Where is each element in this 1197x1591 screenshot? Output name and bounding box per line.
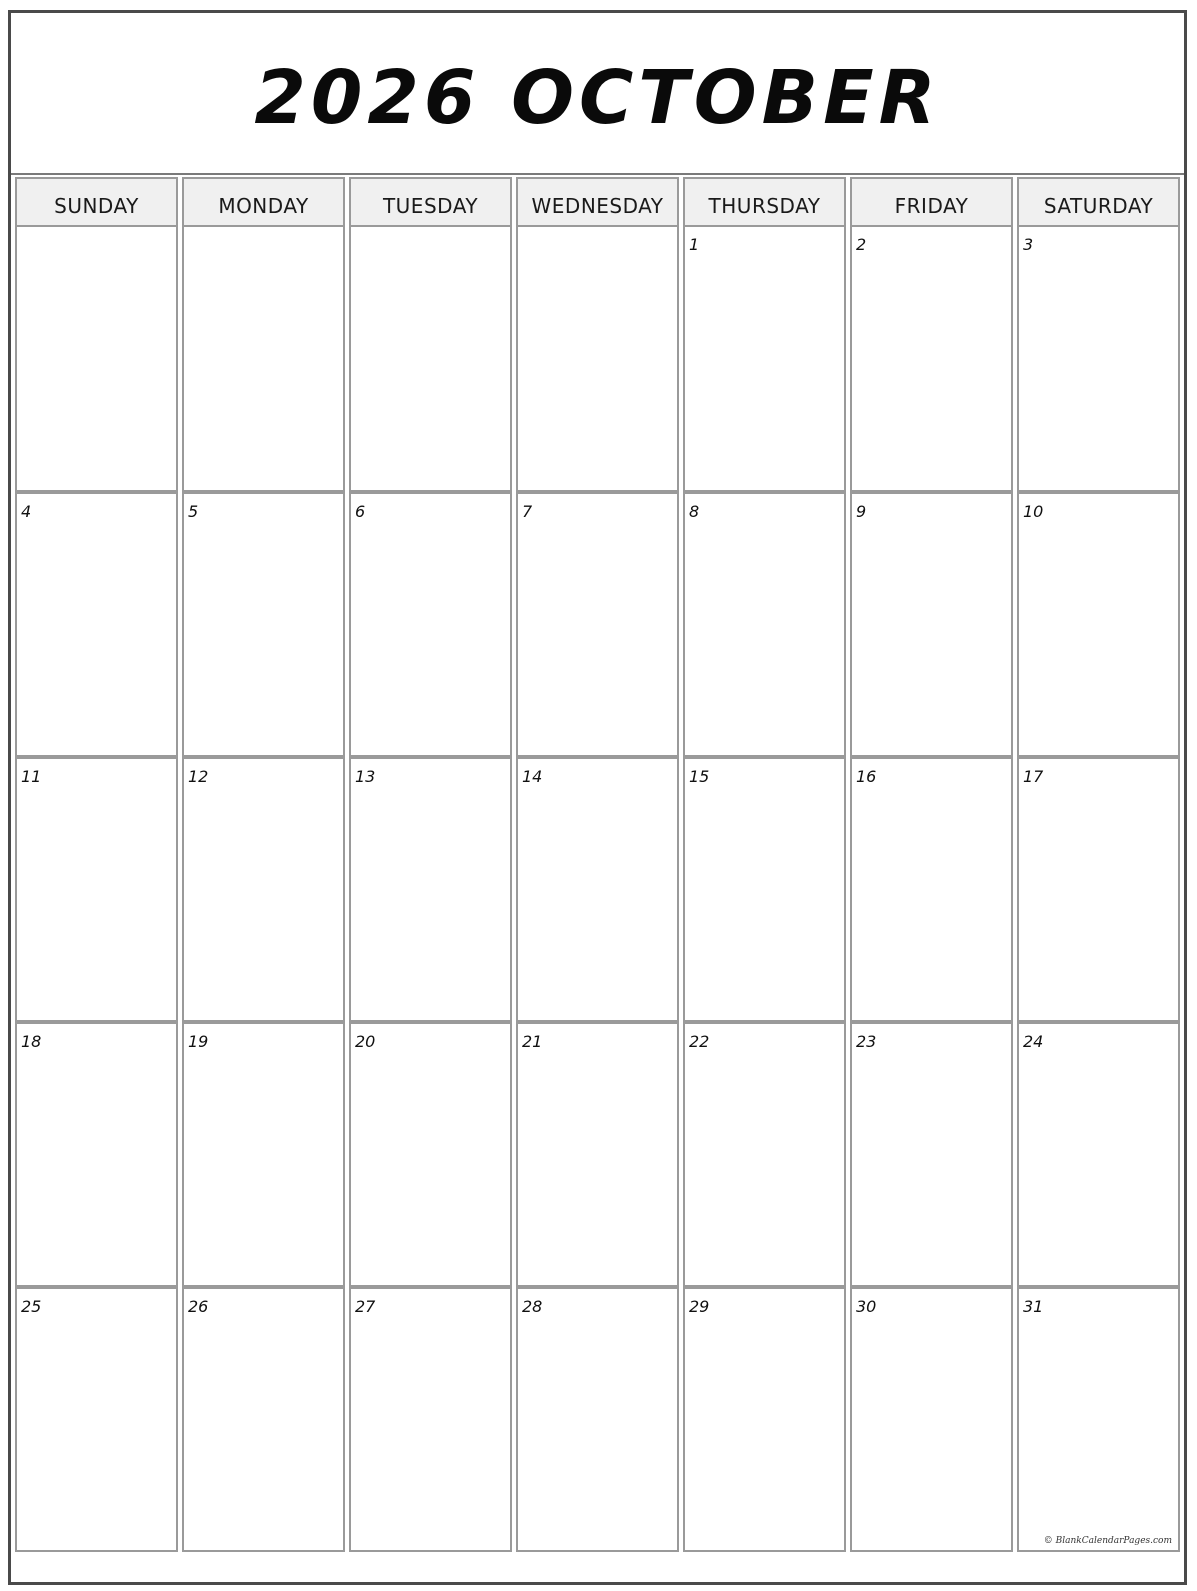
day-number: 25 [21,1297,42,1316]
day-cell[interactable] [349,227,512,492]
day-cell[interactable] [683,1022,846,1287]
calendar-grid [11,177,1184,1552]
day-number: 28 [522,1297,543,1316]
weekday-monday: MONDAY [182,177,345,227]
day-cell[interactable] [683,757,846,1022]
day-cell[interactable] [683,492,846,757]
weekday-header-row [15,177,1180,227]
day-number: 20 [355,1032,376,1051]
day-cell[interactable] [182,1287,345,1552]
day-cell[interactable] [15,492,178,757]
day-number: 31 [1023,1297,1044,1316]
day-number: 19 [188,1032,209,1051]
title-band [11,13,1184,175]
day-cell[interactable] [516,1022,679,1287]
weekday-sunday: SUNDAY [15,177,178,227]
day-cell[interactable] [15,1287,178,1552]
day-cell[interactable] [1017,1287,1180,1552]
day-number: 6 [355,502,366,521]
week-row [15,757,1180,1022]
day-cell[interactable] [1017,492,1180,757]
weekday-friday: FRIDAY [850,177,1013,227]
day-cell[interactable] [850,757,1013,1022]
day-number: 27 [355,1297,376,1316]
day-number: 1 [689,235,700,254]
day-cell[interactable] [349,492,512,757]
day-number: 10 [1023,502,1044,521]
day-number: 30 [856,1297,877,1316]
day-number: 24 [1023,1032,1044,1051]
day-number: 21 [522,1032,543,1051]
week-row [15,227,1180,492]
day-cell[interactable] [850,227,1013,492]
weekday-thursday: THURSDAY [683,177,846,227]
day-cell[interactable] [182,1022,345,1287]
day-number: 17 [1023,767,1044,786]
weekday-saturday: SATURDAY [1017,177,1180,227]
week-row [15,492,1180,757]
day-number: 16 [856,767,877,786]
day-cell[interactable] [1017,1022,1180,1287]
day-number: 22 [689,1032,710,1051]
day-cell[interactable] [683,1287,846,1552]
day-cell[interactable] [182,227,345,492]
day-cell[interactable] [516,227,679,492]
calendar-frame [8,10,1187,1585]
calendar-title: 2026 OCTOBER [254,55,941,141]
week-row [15,1022,1180,1287]
day-cell[interactable] [1017,227,1180,492]
day-cell[interactable] [850,1287,1013,1552]
day-cell[interactable] [182,492,345,757]
day-cell[interactable] [516,1287,679,1552]
week-row [15,1287,1180,1552]
day-cell[interactable] [683,227,846,492]
day-number: 11 [21,767,42,786]
day-number: 29 [689,1297,710,1316]
day-number: 26 [188,1297,209,1316]
weekday-wednesday: WEDNESDAY [516,177,679,227]
day-cell[interactable] [182,757,345,1022]
day-cell[interactable] [516,492,679,757]
day-number: 9 [856,502,867,521]
copyright-credit: © BlankCalendarPages.com [1043,1536,1172,1546]
day-cell[interactable] [516,757,679,1022]
weekday-tuesday: TUESDAY [349,177,512,227]
day-number: 12 [188,767,209,786]
day-cell[interactable] [15,227,178,492]
day-number: 3 [1023,235,1034,254]
day-cell[interactable] [1017,757,1180,1022]
day-number: 4 [21,502,32,521]
weeks-container [15,227,1180,1552]
day-number: 18 [21,1032,42,1051]
day-cell[interactable] [850,1022,1013,1287]
day-number: 5 [188,502,199,521]
day-number: 2 [856,235,867,254]
day-number: 8 [689,502,700,521]
day-number: 7 [522,502,533,521]
day-cell[interactable] [349,1022,512,1287]
day-cell[interactable] [349,757,512,1022]
day-number: 14 [522,767,543,786]
day-cell[interactable] [349,1287,512,1552]
day-number: 23 [856,1032,877,1051]
day-number: 15 [689,767,710,786]
day-cell[interactable] [850,492,1013,757]
day-number: 13 [355,767,376,786]
day-cell[interactable] [15,1022,178,1287]
day-cell[interactable] [15,757,178,1022]
